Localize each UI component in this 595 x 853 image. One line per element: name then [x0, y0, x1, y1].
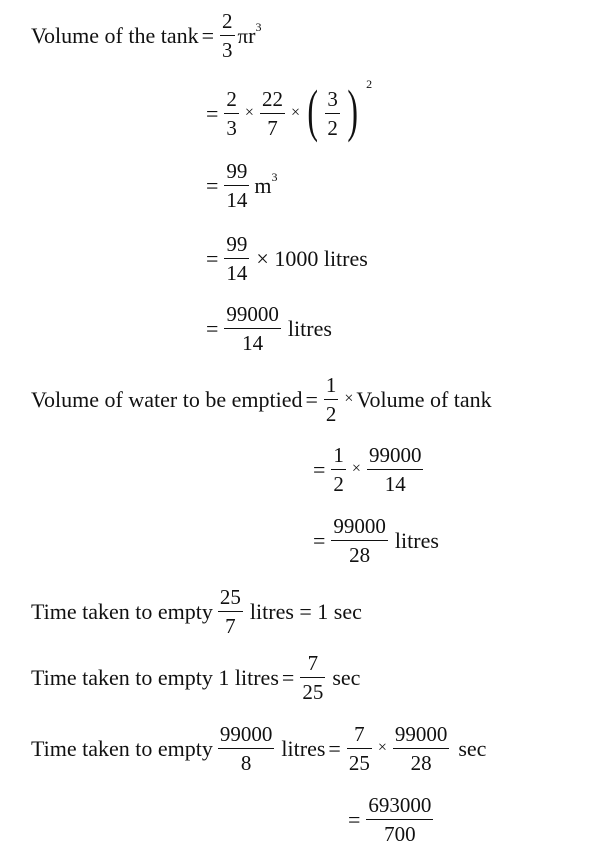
- fraction: [366, 795, 433, 845]
- fraction: [325, 89, 340, 139]
- line-suffix: sec: [332, 665, 361, 690]
- fraction-denominator: 14: [226, 188, 248, 212]
- line-label: Time taken to empty: [31, 599, 213, 624]
- fraction-numerator: 25: [219, 585, 241, 609]
- fraction-numerator: 693000: [368, 793, 432, 817]
- conversion-text: × 1000 litres: [256, 246, 368, 271]
- line-suffix: litres = 1 sec: [249, 599, 362, 624]
- fraction: [220, 11, 235, 61]
- fraction: [224, 234, 249, 284]
- fraction-numerator: 99000: [333, 514, 386, 538]
- unit-text: litres: [281, 736, 326, 761]
- time-result-line: [345, 790, 436, 850]
- fraction: [300, 653, 325, 703]
- parenthesized-fraction: [303, 76, 373, 143]
- fraction: [224, 161, 249, 211]
- fraction-numerator: 22: [261, 87, 283, 111]
- line-label: Time taken to empty 1 litres: [31, 665, 279, 690]
- line-label: Volume of the tank: [31, 23, 199, 48]
- volume-result-line: [203, 156, 278, 216]
- fraction-denominator: 8: [240, 751, 252, 775]
- fraction-numerator: 1: [325, 373, 337, 397]
- equals-sign: =: [206, 101, 219, 126]
- fraction: [218, 587, 243, 637]
- line-label: Time taken to empty: [31, 736, 213, 761]
- radius-variable: r: [248, 23, 256, 48]
- fraction: [260, 89, 285, 139]
- fraction-denominator: 14: [384, 472, 406, 496]
- unit-exponent: 3: [271, 169, 278, 184]
- fraction: [218, 724, 275, 774]
- equals-sign: =: [206, 316, 219, 341]
- fraction-denominator: 2: [325, 402, 337, 426]
- exponent: 2: [366, 76, 373, 91]
- left-parenthesis: (: [307, 78, 318, 143]
- fraction: [324, 375, 339, 425]
- unit-text: litres: [287, 316, 332, 341]
- equals-sign: =: [206, 173, 219, 198]
- fraction: [224, 304, 281, 354]
- times-sign: ×: [377, 739, 387, 756]
- pi-symbol: π: [237, 23, 249, 48]
- fraction-denominator: 7: [225, 614, 236, 638]
- volume-litres-conversion-line: [203, 229, 368, 289]
- fraction-numerator: 2: [226, 87, 237, 111]
- fraction-denominator: 28: [349, 543, 371, 567]
- fraction-numerator: 7: [307, 651, 319, 675]
- fraction-denominator: 7: [267, 116, 278, 140]
- fraction-numerator: 99000: [394, 722, 448, 746]
- time-total-line: [31, 719, 486, 779]
- fraction-denominator: 2: [333, 472, 344, 496]
- fraction-numerator: 99000: [219, 722, 273, 746]
- fraction-denominator: 700: [384, 822, 416, 846]
- exponent: 3: [255, 19, 262, 34]
- fraction-denominator: 14: [226, 261, 248, 285]
- equals-sign: =: [206, 246, 219, 271]
- fraction-numerator: 3: [327, 87, 338, 111]
- unit-text: litres: [394, 528, 439, 553]
- line-suffix: sec: [458, 736, 487, 761]
- volume-tank-formula-line: [31, 6, 261, 66]
- equals-sign: =: [348, 807, 361, 832]
- equals-sign: =: [281, 665, 295, 690]
- fraction-numerator: 2: [222, 9, 233, 33]
- fraction: [331, 445, 346, 495]
- time-rate-line: [31, 582, 362, 642]
- unit: m: [254, 173, 272, 198]
- fraction-numerator: 99: [226, 232, 248, 256]
- fraction-numerator: 99: [226, 159, 248, 183]
- fraction-denominator: 25: [302, 680, 324, 704]
- water-emptied-line: [31, 370, 492, 430]
- times-sign: ×: [351, 460, 361, 477]
- times-sign: ×: [344, 390, 354, 407]
- fraction: [347, 724, 372, 774]
- fraction-denominator: 3: [222, 38, 233, 62]
- equals-sign: =: [313, 457, 326, 482]
- fraction-denominator: 25: [348, 751, 370, 775]
- fraction-numerator: 1: [333, 443, 344, 467]
- volume-litres-line: [203, 299, 332, 359]
- time-per-litre-line: [31, 648, 360, 708]
- fraction-denominator: 2: [327, 116, 338, 140]
- equals-sign: =: [313, 528, 326, 553]
- equals-sign: =: [328, 736, 341, 761]
- fraction: [224, 89, 239, 139]
- fraction: [331, 516, 388, 566]
- fraction-numerator: 99000: [368, 443, 422, 467]
- equals-sign: =: [201, 23, 215, 48]
- fraction: [367, 445, 424, 495]
- water-emptied-substitution-line: [310, 440, 426, 500]
- fraction-denominator: 14: [242, 331, 264, 355]
- volume-substitution-line: [203, 76, 373, 144]
- water-emptied-result-line: [310, 511, 439, 571]
- right-parenthesis: ): [347, 78, 358, 143]
- times-sign: ×: [290, 104, 300, 121]
- times-sign: ×: [244, 104, 254, 121]
- fraction-denominator: 3: [226, 116, 237, 140]
- equals-sign: =: [305, 387, 318, 412]
- fraction-numerator: 99000: [226, 302, 279, 326]
- fraction-numerator: 7: [354, 722, 365, 746]
- line-label: Volume of water to be emptied: [31, 387, 303, 412]
- fraction-denominator: 28: [410, 751, 432, 775]
- line-suffix: Volume of tank: [356, 387, 492, 412]
- fraction: [393, 724, 450, 774]
